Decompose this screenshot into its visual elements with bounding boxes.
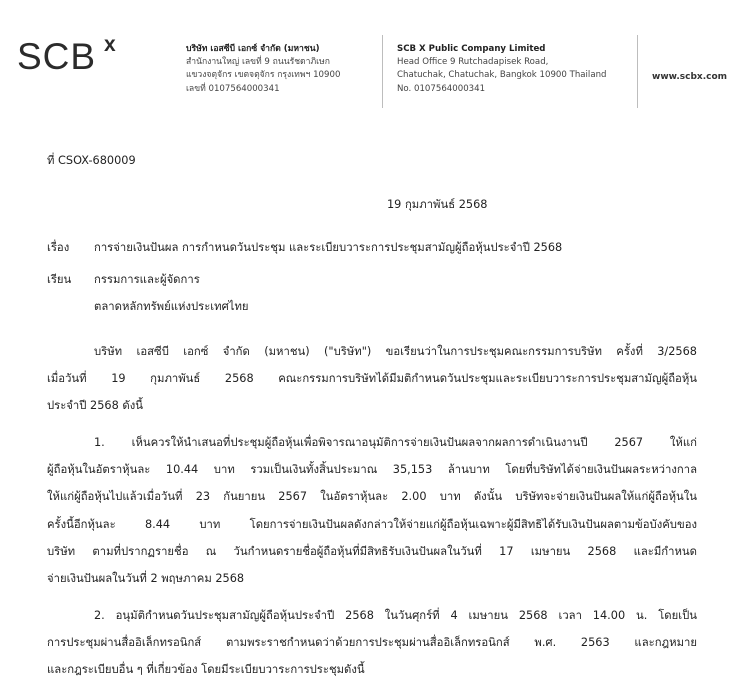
header-divider [637, 35, 638, 108]
recipient-line: กรรมการและผู้จัดการ [94, 273, 200, 286]
thai-address-line: แขวงจตุจักร เขตจตุจักร กรุงเทพฯ 10900 [186, 70, 341, 81]
subject-label: เรื่อง [47, 241, 70, 254]
english-company-name: SCB X Public Company Limited [397, 44, 546, 54]
thai-address-block [186, 43, 376, 96]
recipient-line: ตลาดหลักทรัพย์แห่งประเทศไทย [94, 300, 249, 313]
to-label: เรียน [47, 273, 72, 286]
intro-line: เมื่อวันที่ 19 กุมภาพันธ์ 2568 คณะกรรมการบริษัทได้มีมติกำหนดวันประชุมและระเบียบวาระการประชุมสามัญผู้ถือหุ้น [47, 372, 697, 385]
document-date: 19 กุมภาพันธ์ 2568 [387, 198, 488, 211]
website-link[interactable]: www.scbx.com [652, 72, 728, 82]
item2-line: 2. อนุมัติกำหนดวันประชุมสามัญผู้ถือหุ้นประจำปี 2568 ในวันศุกร์ที่ 4 เมษายน 2568 เวลา 14.00 น. โดยเป็น [94, 609, 697, 622]
item1-line: 1. เห็นควรให้นำเสนอที่ประชุมผู้ถือหุ้นเพื่อพิจารณาอนุมัติการจ่ายเงินปันผลจากผลการดำเนินงานปี 2567 ให้แก่ [94, 436, 697, 449]
scbx-logo [17, 33, 116, 78]
thai-address-line: สำนักงานใหญ่ เลขที่ 9 ถนนรัชดาภิเษก [186, 57, 330, 68]
subject-text: การจ่ายเงินปันผล การกำหนดวันประชุม และระเบียบวาระการประชุมสามัญผู้ถือหุ้นประจำปี 2568 [94, 241, 563, 254]
logo-x-mark: x [104, 33, 116, 56]
item2-line: การประชุมผ่านสื่ออิเล็กทรอนิกส์ ตามพระราชกำหนดว่าด้วยการประชุมผ่านสื่ออิเล็กทรอนิกส์ พ.ศ. 2563 และกฎหมาย [47, 636, 697, 649]
item1-line: จ่ายเงินปันผลในวันที่ 2 พฤษภาคม 2568 [47, 572, 245, 585]
header-divider [382, 35, 383, 108]
item1-line: ให้แก่ผู้ถือหุ้นไปแล้วเมื่อวันที่ 23 กันยายน 2567 ในอัตราหุ้นละ 2.00 บาท ดังนั้น บริษัทจะจ่ายเงินปันผลให้แก่ผู้ถือหุ้นใน [47, 490, 697, 503]
english-address-line: Head Office 9 Rutchadapisek Road, [397, 57, 549, 68]
thai-company-name: บริษัท เอสซีบี เอกซ์ จำกัด (มหาชน) [186, 44, 320, 54]
logo-text: SCB [17, 36, 97, 77]
intro-line: บริษัท เอสซีบี เอกซ์ จำกัด (มหาชน) ("บริษัท") ขอเรียนว่าในการประชุมคณะกรรมการบริษัท ครั้งที่ 3/2568 [94, 345, 697, 358]
english-registration-no: No. 0107564000341 [397, 83, 486, 94]
item2-line: และกฎระเบียบอื่น ๆ ที่เกี่ยวข้อง โดยมีระเบียบวาระการประชุมดังนี้ [47, 663, 365, 676]
item1-line: บริษัท ตามที่ปรากฏรายชื่อ ณ วันกำหนดรายชื่อผู้ถือหุ้นที่มีสิทธิรับเงินปันผลในวันที่ 17 เมษายน 2568 และมีกำหนด [47, 545, 697, 558]
english-address-line: Chatuchak, Chatuchak, Bangkok 10900 Thailand [397, 70, 607, 81]
item1-line: ผู้ถือหุ้นในอัตราหุ้นละ 10.44 บาท รวมเป็นเงินทั้งสิ้นประมาณ 35,153 ล้านบาท โดยที่บริษัทได้จ่ายเงินปันผลระหว่างกาล [47, 463, 697, 476]
item1-line: ครั้งนี้อีกหุ้นละ 8.44 บาท โดยการจ่ายเงินปันผลดังกล่าวให้จ่ายแก่ผู้ถือหุ้นเฉพาะผู้มีสิทธิได้รับเงินปันผลตามข้อบังคับของ [47, 518, 697, 531]
intro-line: ประจำปี 2568 ดังนี้ [47, 399, 143, 412]
thai-registration-no: เลขที่ 0107564000341 [186, 83, 280, 94]
english-address-block [397, 43, 632, 96]
reference-number: ที่ CSOX-680009 [47, 154, 136, 167]
